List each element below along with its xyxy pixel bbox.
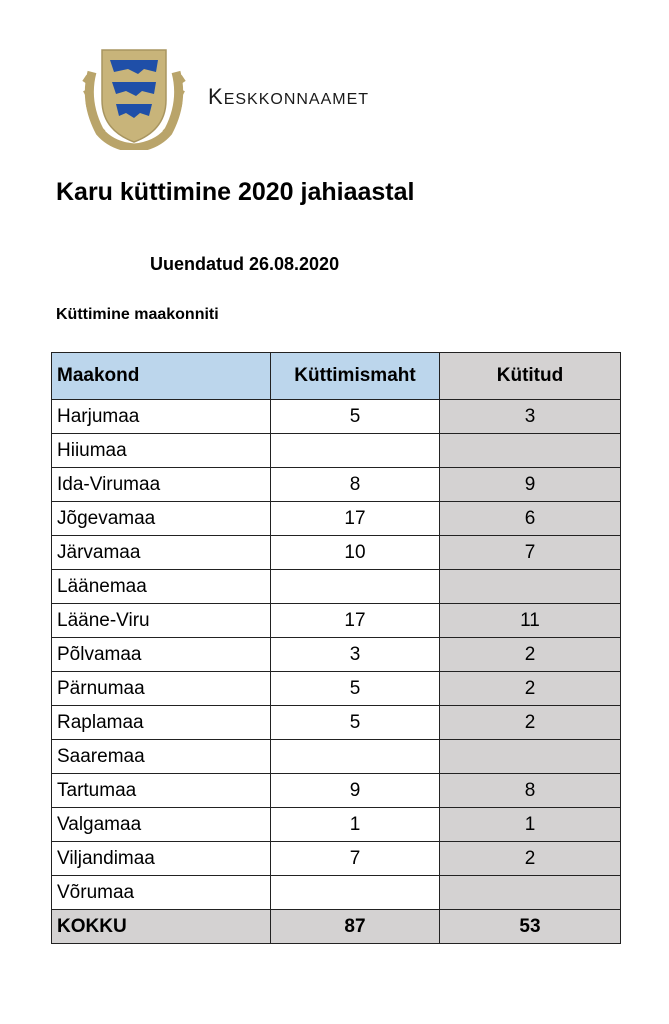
quota-cell bbox=[271, 570, 440, 604]
county-cell: Ida-Virumaa bbox=[52, 468, 271, 502]
page-title: Karu küttimine 2020 jahiaastal bbox=[56, 178, 415, 206]
coat-of-arms-icon bbox=[82, 42, 186, 150]
harvested-cell bbox=[440, 740, 621, 774]
quota-cell: 10 bbox=[271, 536, 440, 570]
harvested-cell: 9 bbox=[440, 468, 621, 502]
quota-cell: 5 bbox=[271, 706, 440, 740]
county-cell: Järvamaa bbox=[52, 536, 271, 570]
harvested-cell: 8 bbox=[440, 774, 621, 808]
county-cell: Lääne-Viru bbox=[52, 604, 271, 638]
table-row bbox=[52, 604, 621, 638]
county-cell: Hiiumaa bbox=[52, 434, 271, 468]
county-cell: Tartumaa bbox=[52, 774, 271, 808]
table-row bbox=[52, 434, 621, 468]
harvested-cell: 53 bbox=[440, 910, 621, 944]
quota-cell bbox=[271, 434, 440, 468]
table-row bbox=[52, 502, 621, 536]
county-cell: Võrumaa bbox=[52, 876, 271, 910]
table-row bbox=[52, 536, 621, 570]
quota-cell: 5 bbox=[271, 672, 440, 706]
table-total-row bbox=[52, 910, 621, 944]
county-cell: Jõgevamaa bbox=[52, 502, 271, 536]
quota-cell: 17 bbox=[271, 604, 440, 638]
harvested-cell: 2 bbox=[440, 672, 621, 706]
quota-cell: 9 bbox=[271, 774, 440, 808]
harvested-cell: 2 bbox=[440, 842, 621, 876]
harvest-table bbox=[51, 352, 621, 944]
harvested-cell: 6 bbox=[440, 502, 621, 536]
quota-cell bbox=[271, 740, 440, 774]
column-header-quota: Küttimismaht bbox=[271, 353, 440, 400]
county-cell: Viljandimaa bbox=[52, 842, 271, 876]
quota-cell: 87 bbox=[271, 910, 440, 944]
section-title: Küttimine maakonniti bbox=[56, 306, 219, 323]
harvested-cell: 3 bbox=[440, 400, 621, 434]
county-cell: Läänemaa bbox=[52, 570, 271, 604]
harvested-cell bbox=[440, 570, 621, 604]
harvested-cell bbox=[440, 876, 621, 910]
county-cell: Pärnumaa bbox=[52, 672, 271, 706]
agency-name: KESKKONNAAMET bbox=[208, 84, 370, 109]
table-row bbox=[52, 468, 621, 502]
table-row bbox=[52, 638, 621, 672]
table-row bbox=[52, 876, 621, 910]
table-header-row bbox=[52, 353, 621, 400]
county-cell: Saaremaa bbox=[52, 740, 271, 774]
county-cell: Põlvamaa bbox=[52, 638, 271, 672]
table-row bbox=[52, 842, 621, 876]
harvested-cell: 7 bbox=[440, 536, 621, 570]
column-header-harvested: Kütitud bbox=[440, 353, 621, 400]
harvested-cell: 1 bbox=[440, 808, 621, 842]
table-row bbox=[52, 570, 621, 604]
table-row bbox=[52, 400, 621, 434]
harvested-cell: 2 bbox=[440, 638, 621, 672]
updated-date: Uuendatud 26.08.2020 bbox=[150, 254, 340, 274]
quota-cell bbox=[271, 876, 440, 910]
county-cell: Harjumaa bbox=[52, 400, 271, 434]
table-row bbox=[52, 706, 621, 740]
harvested-cell: 2 bbox=[440, 706, 621, 740]
column-header-county: Maakond bbox=[52, 353, 271, 400]
table-row bbox=[52, 740, 621, 774]
quota-cell: 3 bbox=[271, 638, 440, 672]
table-row bbox=[52, 774, 621, 808]
harvested-cell: 11 bbox=[440, 604, 621, 638]
county-cell: Valgamaa bbox=[52, 808, 271, 842]
table-row bbox=[52, 808, 621, 842]
quota-cell: 17 bbox=[271, 502, 440, 536]
quota-cell: 8 bbox=[271, 468, 440, 502]
quota-cell: 7 bbox=[271, 842, 440, 876]
quota-cell: 1 bbox=[271, 808, 440, 842]
county-cell: Raplamaa bbox=[52, 706, 271, 740]
county-cell: KOKKU bbox=[52, 910, 271, 944]
quota-cell: 5 bbox=[271, 400, 440, 434]
table-row bbox=[52, 672, 621, 706]
harvested-cell bbox=[440, 434, 621, 468]
